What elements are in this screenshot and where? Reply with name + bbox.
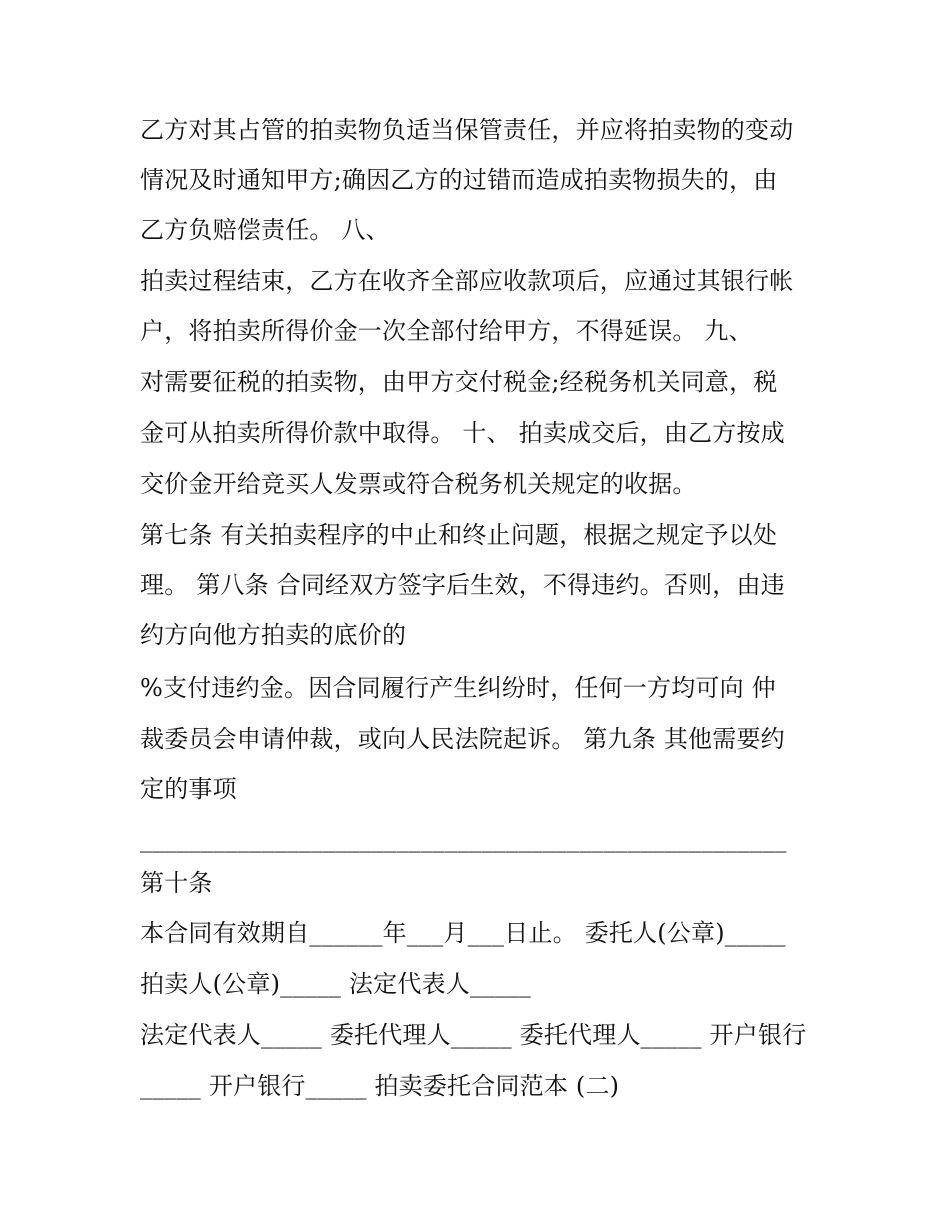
text-line: 裁委员会申请仲裁，或向人民法院起诉。 第九条 其他需要约 [140, 725, 785, 753]
text-line: 乙方负赔偿责任。 八、 [140, 216, 390, 244]
text-line: 约方向他方拍卖的底价的 [140, 621, 407, 649]
section-heading: 第十条 [140, 869, 213, 897]
text-line: 法定代表人_____ 委托代理人_____ 委托代理人_____ 开户银行 [140, 1021, 807, 1049]
text-line: 拍卖过程结束，乙方在收齐全部应收款项后，应通过其银行帐 [140, 267, 794, 295]
text-line: 拍卖人(公章)_____ 法定代表人_____ [140, 970, 531, 998]
text-line: %支付违约金。因合同履行产生纠纷时，任何一方均可向 仲 [140, 674, 776, 702]
text-line: 本合同有效期自______年___月___日止。 委托人(公章)_____ [140, 919, 786, 947]
text-line: 金可从拍卖所得价款中取得。 十、 拍卖成交后，由乙方按成 [140, 419, 785, 447]
text-line: 乙方对其占管的拍卖物负适当保管责任，并应将拍卖物的变动 [140, 116, 794, 144]
text-line: 对需要征税的拍卖物，由甲方交付税金;经税务机关同意，税 [140, 368, 778, 396]
text-line: _____ 开户银行_____ 拍卖委托合同范本 (二) [140, 1072, 620, 1100]
text-line: 交价金开给竞买人发票或符合税务机关规定的收据。 [140, 470, 697, 498]
text-line: 理。 第八条 合同经双方签字后生效，不得违约。否则，由违 [140, 571, 785, 599]
text-line: 第七条 有关拍卖程序的中止和终止问题，根据之规定予以处 [140, 521, 778, 549]
text-line: 情况及时通知甲方;确因乙方的过错而造成拍卖物损失的，由 [140, 166, 778, 194]
text-line: 户，将拍卖所得价金一次全部付给甲方，不得延误。 九、 [140, 317, 753, 345]
underline-blank: _____________________________________________________ [140, 825, 787, 853]
text-line: 定的事项 [140, 775, 237, 803]
